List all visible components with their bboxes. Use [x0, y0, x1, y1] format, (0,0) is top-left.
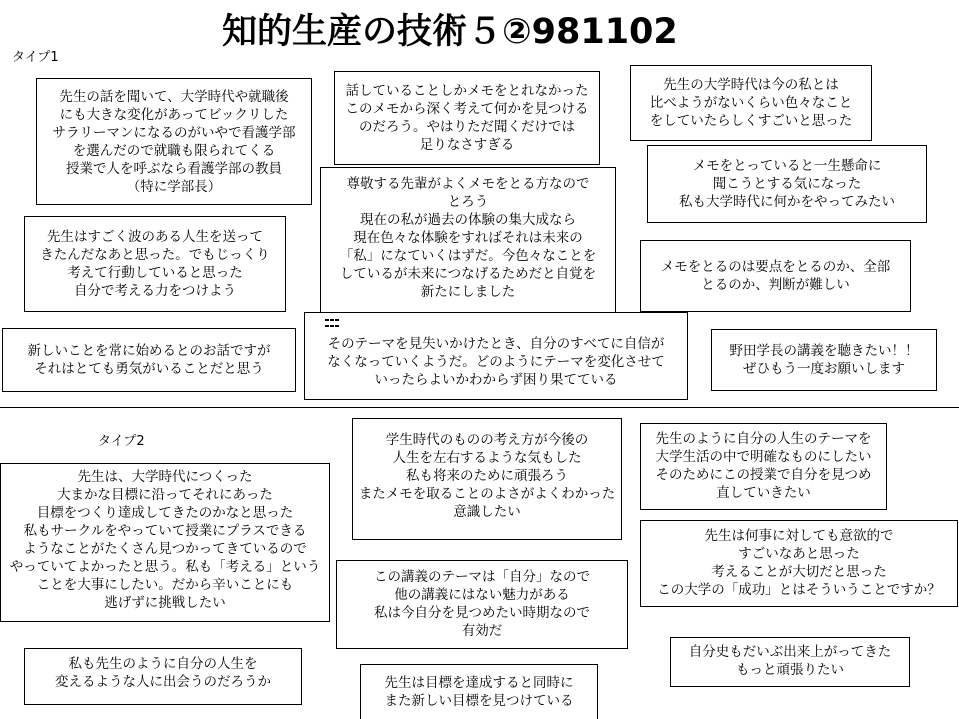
comment-line: メモをとるのは要点をとるのか、全部	[660, 259, 891, 275]
comment-line: 先生は、大学時代につくった	[77, 469, 253, 485]
comment-box	[2, 328, 296, 392]
comment-line: 野田学長の講義を聴きたい！！	[729, 343, 919, 359]
comment-box	[640, 240, 911, 312]
comment-box	[640, 423, 887, 510]
comment-line: このメモから深く考えて何かを見つける	[345, 101, 589, 117]
comment-line: ことを大事にしたい。だから辛いことにも	[36, 577, 294, 593]
page-title: 知的生産の技術５②981102	[222, 12, 678, 52]
comment-line: それはとても勇気がいることだと思う	[34, 361, 264, 377]
section-divider	[0, 407, 959, 408]
comment-line: ぜひもう一度お願いします	[743, 361, 905, 377]
comment-line: 現在の私が過去の体験の集大成なら	[360, 212, 576, 228]
comment-box	[352, 418, 622, 540]
comment-line: 有効だ	[461, 623, 503, 639]
comment-line: 先生は何事に対しても意欲的で	[704, 528, 894, 544]
comment-line: 聞こうとする気になった	[712, 176, 862, 192]
comment-box	[24, 216, 286, 312]
comment-box	[670, 637, 910, 687]
comment-line: いったらよいかわからず困り果てている	[374, 372, 618, 388]
comment-line: 大学生活の中で明確なものにしたい	[655, 449, 872, 465]
comment-line: 考えることが大切だと思った	[711, 564, 887, 580]
comment-line: なくなっていくようだ。どのようにテーマを変化させて	[327, 354, 665, 370]
comment-line: サラリーマンになるのがいやで看護学部	[52, 125, 296, 141]
comment-line: やっていてよかったと思う。私も「考える」という	[9, 559, 321, 575]
comment-box	[336, 560, 628, 649]
comment-line: 人生を左右するような気もした	[392, 450, 582, 466]
comment-line: 先生は目標を達成すると同時に	[384, 675, 574, 691]
comment-box	[334, 71, 600, 165]
scribble-mark	[325, 319, 339, 329]
comment-line: またメモを取ることのよさがよくわかった	[358, 486, 616, 502]
comment-line: 私も大学時代に何かをやってみたい	[679, 194, 895, 210]
comment-line: 学生時代のものの考え方が今後の	[385, 432, 589, 448]
type2-label: タイプ2	[98, 434, 145, 449]
comment-line: 他の講義にはない魅力がある	[394, 587, 570, 603]
comment-line: 先生の大学時代は今の私とは	[663, 77, 839, 93]
comment-line: にも大きな変化があってビックリした	[59, 107, 289, 123]
comment-line: 私もサークルをやっていて授業にプラスできる	[23, 523, 307, 539]
comment-line: そのためにこの授業で自分を見つめ	[655, 467, 872, 483]
comment-line: 自分史もだいぶ出来上がってきた	[688, 644, 892, 660]
comment-line: この大学の「成功」とはそういうことですか？	[657, 582, 941, 598]
comment-line: ようなことがたくさん見つかってきているので	[23, 541, 307, 557]
comment-line: 自分で考える力をつけよう	[74, 283, 236, 299]
comment-line: 直していきたい	[716, 485, 811, 501]
comment-line: 意識したい	[453, 504, 521, 520]
comment-line: 新たにしました	[420, 284, 516, 300]
comment-line: 先生はすごく波のある人生を送って	[47, 229, 263, 245]
comment-box	[36, 78, 312, 205]
comment-line: すごいなあと思った	[738, 546, 860, 562]
type1-label: タイプ1	[12, 50, 59, 65]
comment-box	[360, 664, 598, 719]
comment-line: 目標をつくり達成してきたのかなと思った	[36, 505, 294, 521]
comment-line: この講義のテーマは「自分」なので	[374, 569, 590, 585]
comment-line: 尊敬する先輩がよくメモをとる方なので	[346, 176, 590, 192]
comment-line: 私も先生のように自分の人生を	[68, 656, 258, 672]
comment-line: 新しいことを常に始めるとのお話ですが	[27, 343, 271, 359]
comment-line: 授業で人を呼ぶなら看護学部の教員	[66, 161, 282, 177]
comment-line: 足りなさすぎる	[419, 137, 515, 153]
comment-line: 逃げずに挑戦したい	[104, 595, 226, 611]
comment-line: 先生のように自分の人生のテーマを	[655, 431, 872, 447]
comment-box	[0, 463, 330, 622]
comment-line: 考えて行動していると思った	[67, 265, 243, 281]
comment-box	[711, 329, 937, 391]
comment-line: 「私」になていくはずだ。今色々なことを	[339, 248, 597, 264]
comment-line: 話していることしかメモをとれなかった	[345, 83, 589, 99]
comment-line: 先生の話を聞いて、大学時代や就職後	[59, 89, 289, 105]
comment-box	[647, 145, 927, 223]
comment-line: を選んだので就職も限られてくる	[72, 143, 276, 159]
comment-box	[24, 648, 302, 705]
comment-line: 大まかな目標に沿ってそれにあった	[57, 487, 273, 503]
comment-line: をしていたらしくすごいと思った	[649, 113, 853, 129]
comment-box	[640, 520, 958, 607]
comment-line: しているが未来につなげるためだと自覚を	[339, 266, 597, 282]
comment-box	[630, 65, 872, 141]
comment-line: もっと頑張りたい	[736, 662, 844, 678]
comment-box	[304, 312, 688, 400]
comment-line: 比べようがないくらい色々なこと	[649, 95, 853, 111]
comment-line: （特に学部長）	[126, 179, 222, 195]
comment-line: のだろう。やはりただ聞くだけでは	[359, 119, 575, 135]
comment-line: とるのか、判断が難しい	[701, 277, 850, 293]
comment-line: そのテーマを見失いかけたとき、自分のすべてに自信が	[327, 336, 665, 352]
comment-line: 私も将来のために頑張ろう	[406, 468, 568, 484]
comment-box	[320, 167, 616, 314]
comment-line: また新しい目標を見つけている	[384, 693, 574, 709]
comment-line: 私は今自分を見つめたい時期なので	[374, 605, 590, 621]
comment-line: 現在色々な体験をすればそれは未来の	[353, 230, 583, 246]
comment-line: とろう	[447, 194, 489, 210]
comment-line: メモをとっていると一生懸命に	[692, 158, 882, 174]
comment-line: 変えるような人に出会うのだろうか	[55, 674, 271, 690]
comment-line: きたんだなあと思った。でもじっくり	[40, 247, 270, 263]
